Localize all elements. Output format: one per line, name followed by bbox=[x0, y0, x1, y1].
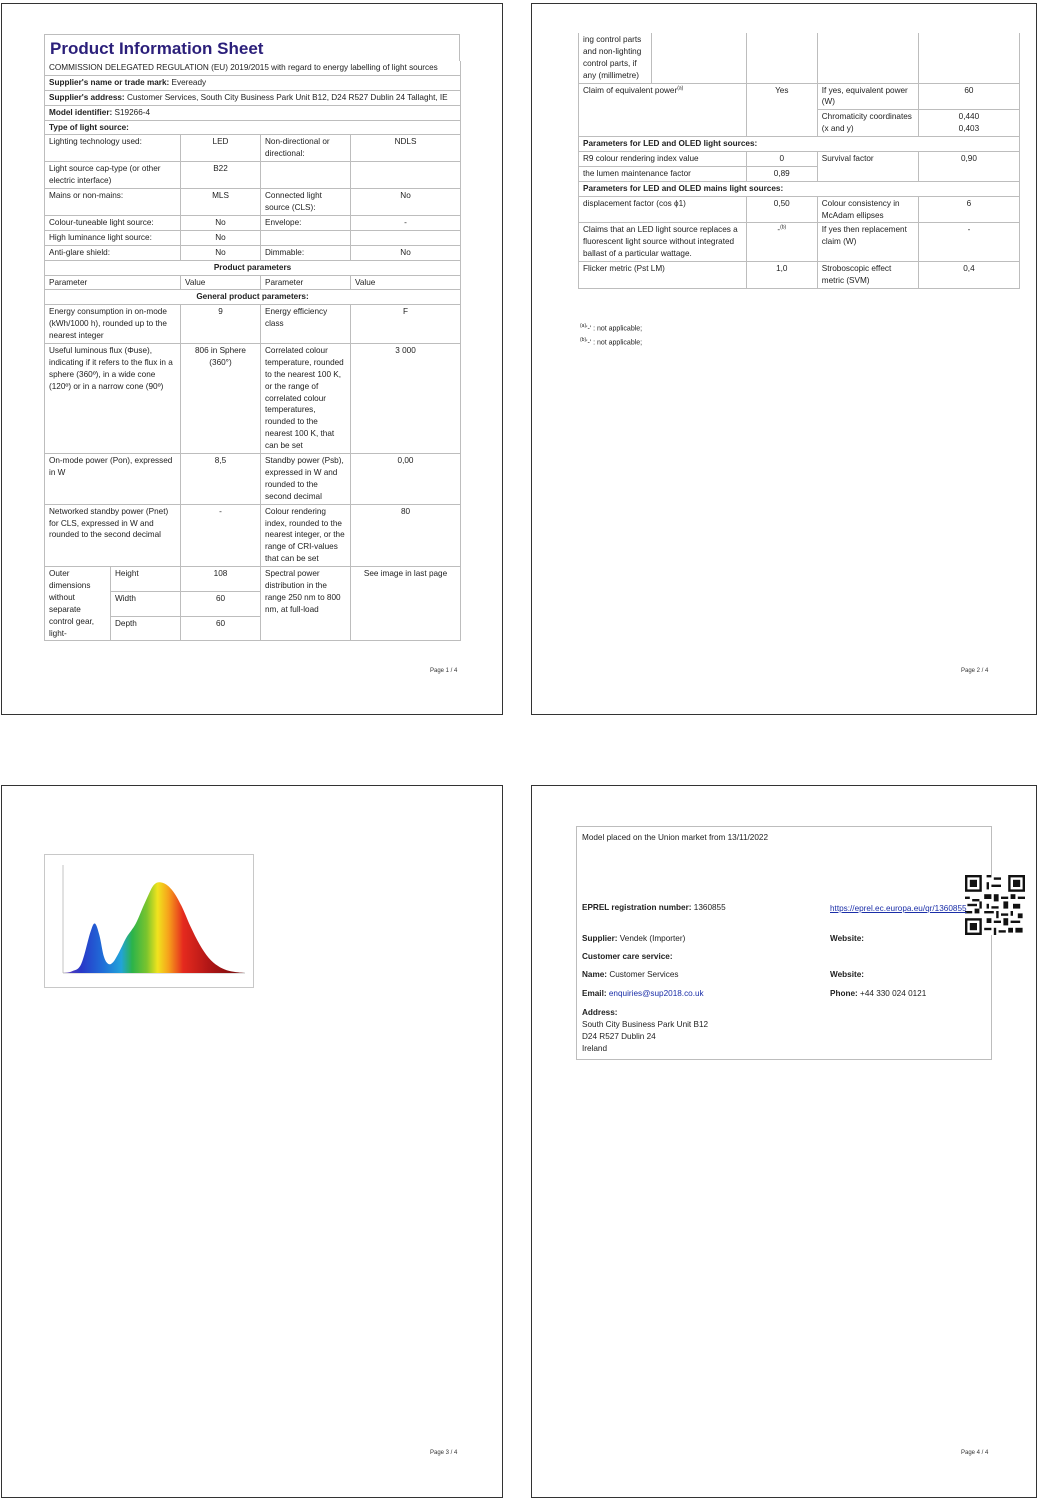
networked-value: - bbox=[181, 504, 261, 566]
col-value: Value bbox=[181, 275, 261, 290]
model-row: Model identifier: S19266-4 bbox=[45, 105, 461, 120]
website-label-2: Website: bbox=[830, 970, 864, 979]
supplier-address-row: Supplier's address: Customer Services, South City Business Park Unit B12, D24 R527 Dublin 24 Tallaght, IE bbox=[45, 90, 461, 105]
claims-value: -$^{(b)}$ bbox=[746, 223, 817, 262]
mains-label: Mains or non-mains: bbox=[45, 189, 181, 216]
antiglare-value: No bbox=[181, 245, 261, 260]
page-3 bbox=[1, 785, 503, 1498]
flux-label: Useful luminous flux (Φuse), indicating if it refers to the flux in a sphere (360º), in a wide cone (120º) or in a narrow cone (90º) bbox=[45, 344, 181, 454]
name-row: Name: Customer Services bbox=[582, 970, 679, 979]
empty-cell bbox=[351, 230, 461, 245]
eprel-link[interactable]: https://eprel.ec.europa.eu/qr/1360855 bbox=[830, 904, 967, 913]
equiv-power-label: If yes, equivalent power (W) bbox=[817, 83, 918, 110]
general-params-heading: General product parameters: bbox=[45, 290, 461, 305]
cri-value: 80 bbox=[351, 504, 461, 566]
cap-label: Light source cap-type (or other electric interface) bbox=[45, 162, 181, 189]
r9-label: R9 colour rendering index value bbox=[579, 152, 747, 167]
replacement-value: - bbox=[918, 223, 1019, 262]
survival-value: 0,90 bbox=[918, 152, 1019, 182]
strobo-value: 0,4 bbox=[918, 262, 1019, 289]
lumen-value: 0,89 bbox=[746, 166, 817, 181]
email-link[interactable]: enquiries@sup2018.co.uk bbox=[608, 989, 704, 998]
lighting-tech-label: Lighting technology used: bbox=[45, 135, 181, 162]
height-value: 108 bbox=[181, 567, 261, 592]
tuneable-label: Colour-tuneable light source: bbox=[45, 216, 181, 231]
depth-value: 60 bbox=[181, 616, 261, 641]
led-mains-heading: Parameters for LED and OLED mains light sources: bbox=[579, 181, 1020, 196]
standby-value: 0,00 bbox=[351, 454, 461, 505]
empty-cell bbox=[918, 33, 1019, 83]
r9-value: 0 bbox=[746, 152, 817, 167]
cont-dims-label: ing control parts and non-lighting control parts, if any (millimetre) bbox=[579, 33, 652, 83]
equiv-power-value: 60 bbox=[918, 83, 1019, 110]
energy-class-value: F bbox=[351, 305, 461, 344]
connected-value: No bbox=[351, 189, 461, 216]
col-parameter-2: Parameter bbox=[261, 275, 351, 290]
antiglare-label: Anti-glare shield: bbox=[45, 245, 181, 260]
email-row: Email: enquiries@sup2018.co.uk bbox=[582, 989, 704, 998]
empty-cell bbox=[652, 33, 747, 83]
website-label: Website: bbox=[830, 934, 864, 943]
spectrum-area bbox=[63, 882, 245, 973]
energy-cons-value: 9 bbox=[181, 305, 261, 344]
lighting-tech-value: LED bbox=[181, 135, 261, 162]
nondirectional-label: Non-directional or directional: bbox=[261, 135, 351, 162]
width-label: Width bbox=[111, 591, 181, 616]
phone-row: Phone: +44 330 024 0121 bbox=[830, 989, 927, 998]
col-parameter: Parameter bbox=[45, 275, 181, 290]
strobo-label: Stroboscopic effect metric (SVM) bbox=[817, 262, 918, 289]
eprel-row: EPREL registration number: 1360855 bbox=[582, 903, 726, 912]
page-number: Page 1 / 4 bbox=[430, 668, 458, 674]
cap-value: B22 bbox=[181, 162, 261, 189]
supplier-name-row: Supplier's name or trade mark: Eveready bbox=[45, 75, 461, 90]
col-value-2: Value bbox=[351, 275, 461, 290]
energy-class-label: Energy efficiency class bbox=[261, 305, 351, 344]
networked-label: Networked standby power (Pnet) for CLS, expressed in W and rounded to the second decimal bbox=[45, 504, 181, 566]
flicker-value: 1,0 bbox=[746, 262, 817, 289]
equiv-claim-value: Yes bbox=[746, 83, 817, 137]
claims-label: Claims that an LED light source replaces a fluorescent light source without integrated ballast of a particular wattage. bbox=[579, 223, 747, 262]
dimmable-label: Dimmable: bbox=[261, 245, 351, 260]
survival-label: Survival factor bbox=[817, 152, 918, 182]
cri-label: Colour rendering index, rounded to the nearest integer, or the range of CRI-values that can be set bbox=[261, 504, 351, 566]
footnote-b: $^{(b)}$'-' : not applicable; bbox=[580, 336, 643, 346]
footnotes bbox=[580, 322, 642, 349]
page-number: Page 3 / 4 bbox=[430, 1450, 458, 1456]
empty-cell bbox=[746, 33, 817, 83]
eprel-info-box bbox=[576, 826, 992, 1060]
tuneable-value: No bbox=[181, 216, 261, 231]
page-number: Page 2 / 4 bbox=[961, 668, 989, 674]
envelope-label: Envelope: bbox=[261, 216, 351, 231]
product-params-heading: Product parameters bbox=[45, 260, 461, 275]
connected-label: Connected light source (CLS): bbox=[261, 189, 351, 216]
consistency-value: 6 bbox=[918, 196, 1019, 223]
nondirectional-value: NDLS bbox=[351, 135, 461, 162]
replacement-label: If yes then replacement claim (W) bbox=[817, 223, 918, 262]
standby-label: Standby power (Psb), expressed in W and rounded to the second decimal bbox=[261, 454, 351, 505]
empty-cell bbox=[261, 230, 351, 245]
high-lum-label: High luminance light source: bbox=[45, 230, 181, 245]
empty-cell bbox=[817, 33, 918, 83]
empty-cell bbox=[261, 162, 351, 189]
led-params-heading: Parameters for LED and OLED light sources: bbox=[579, 137, 1020, 152]
cct-value: 3 000 bbox=[351, 344, 461, 454]
address-block: Address: South City Business Park Unit B12 D24 R527 Dublin 24 Ireland bbox=[582, 1008, 709, 1053]
envelope-value: - bbox=[351, 216, 461, 231]
cct-label: Correlated colour temperature, rounded to the nearest 100 K, or the range of correlated colour temperatures, rounded to the nearest 100 K, that can be set bbox=[261, 344, 351, 454]
page-4 bbox=[531, 785, 1037, 1498]
footnote-a: $^{(a)}$'-' : not applicable; bbox=[580, 323, 643, 333]
height-label: Height bbox=[111, 567, 181, 592]
high-lum-value: No bbox=[181, 230, 261, 245]
onmode-label: On-mode power (Pon), expressed in W bbox=[45, 454, 181, 505]
spectral-chart-svg bbox=[45, 855, 253, 987]
consistency-label: Colour consistency in McAdam ellipses bbox=[817, 196, 918, 223]
regulation-text: COMMISSION DELEGATED REGULATION (EU) 2019/2015 with regard to energy labelling of light sources bbox=[45, 61, 461, 75]
mains-value: MLS bbox=[181, 189, 261, 216]
type-label: Type of light source: bbox=[45, 120, 461, 135]
page-2 bbox=[531, 3, 1037, 715]
page-title: Product Information Sheet bbox=[44, 34, 460, 61]
page-number: Page 4 / 4 bbox=[961, 1450, 989, 1456]
dimmable-value: No bbox=[351, 245, 461, 260]
outer-dims-label: Outer dimensions without separate control gear, light- bbox=[45, 567, 111, 641]
depth-label: Depth bbox=[111, 616, 181, 641]
energy-cons-label: Energy consumption in on-mode (kWh/1000 h), rounded up to the nearest integer bbox=[45, 305, 181, 344]
equiv-claim-label: Claim of equivalent power$^{(a)}$ bbox=[579, 83, 747, 137]
spd-value: See image in last page bbox=[351, 567, 461, 641]
onmode-value: 8,5 bbox=[181, 454, 261, 505]
page-1 bbox=[1, 3, 503, 715]
disp-value: 0,50 bbox=[746, 196, 817, 223]
chroma-label: Chromaticity coordinates (x and y) bbox=[817, 110, 918, 137]
market-date: Model placed on the Union market from 13/11/2022 bbox=[582, 833, 768, 842]
flux-value: 806 in Sphere (360°) bbox=[181, 344, 261, 454]
product-info-sheet bbox=[44, 34, 460, 641]
supplier-row: Supplier: Vendek (Importer) bbox=[582, 934, 686, 943]
flicker-label: Flicker metric (Pst LM) bbox=[579, 262, 747, 289]
disp-label: displacement factor (cos ϕ1) bbox=[579, 196, 747, 223]
spectral-chart bbox=[44, 854, 254, 988]
care-label: Customer care service: bbox=[582, 952, 673, 961]
lumen-label: the lumen maintenance factor bbox=[579, 166, 747, 181]
spd-label: Spectral power distribution in the range 250 nm to 800 nm, at full-load bbox=[261, 567, 351, 641]
empty-cell bbox=[351, 162, 461, 189]
chroma-value: 0,440 0,403 bbox=[918, 110, 1019, 137]
width-value: 60 bbox=[181, 591, 261, 616]
